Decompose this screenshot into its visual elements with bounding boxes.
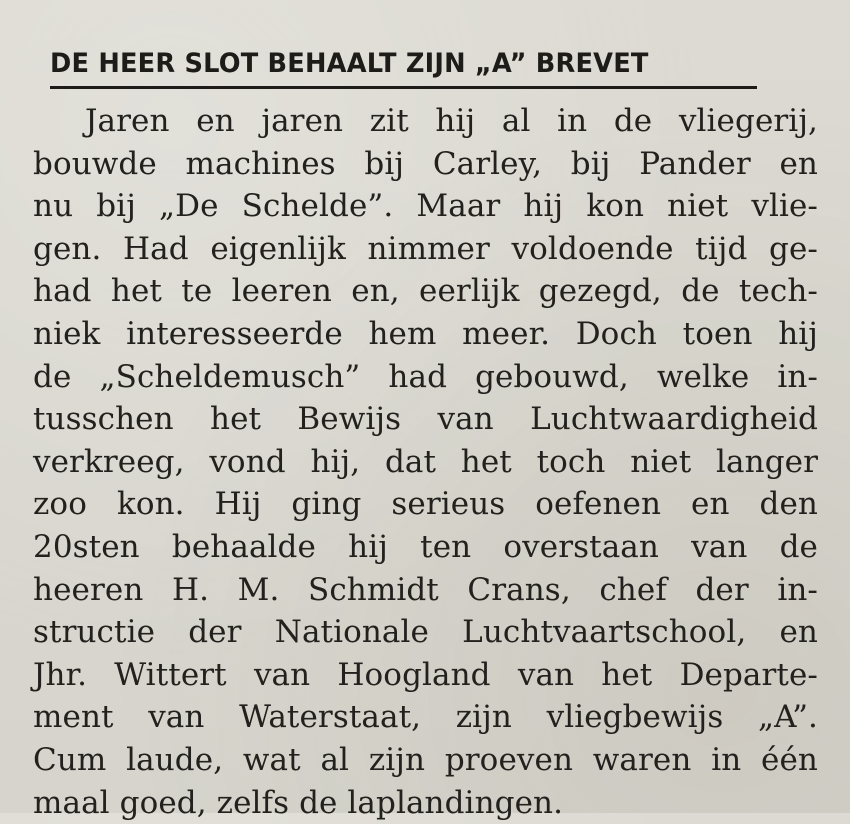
article-line: had het te leeren en, eerlijk gezegd, de tech-: [33, 270, 818, 313]
article-line: Cum laude, wat al zijn proeven waren in één: [33, 739, 818, 782]
article-line: bouwde machines bij Carley, bij Pander en: [33, 143, 818, 186]
article-line: niek interesseerde hem meer. Doch toen hij: [33, 313, 818, 356]
article-line: gen. Had eigenlijk nimmer voldoende tijd ge-: [33, 228, 818, 271]
article-line: zoo kon. Hij ging serieus oefenen en den: [33, 483, 818, 526]
article-body: [33, 100, 818, 824]
article-line: Jaren en jaren zit hij al in de vliegerij,: [33, 100, 818, 143]
article-line: heeren H. M. Schmidt Crans, chef der in-: [33, 569, 818, 612]
headline-underline: [50, 86, 757, 89]
article-line: Jhr. Wittert van Hoogland van het Departe-: [33, 654, 818, 697]
article-line: 20sten behaalde hij ten overstaan van de: [33, 526, 818, 569]
article-line: tusschen het Bewijs van Luchtwaardigheid: [33, 398, 818, 441]
article-line: verkreeg, vond hij, dat het toch niet langer: [33, 441, 818, 484]
article-line: de „Scheldemusch” had gebouwd, welke in-: [33, 356, 818, 399]
article-line: ment van Waterstaat, zijn vliegbewijs „A”.: [33, 696, 818, 739]
article-headline: DE HEER SLOT BEHAALT ZIJN „A” BREVET: [50, 44, 720, 84]
article-line: maal goed, zelfs de laplandingen.: [33, 782, 818, 824]
article-line: structie der Nationale Luchtvaartschool, en: [33, 611, 818, 654]
article-line: nu bij „De Schelde”. Maar hij kon niet vlie-: [33, 185, 818, 228]
